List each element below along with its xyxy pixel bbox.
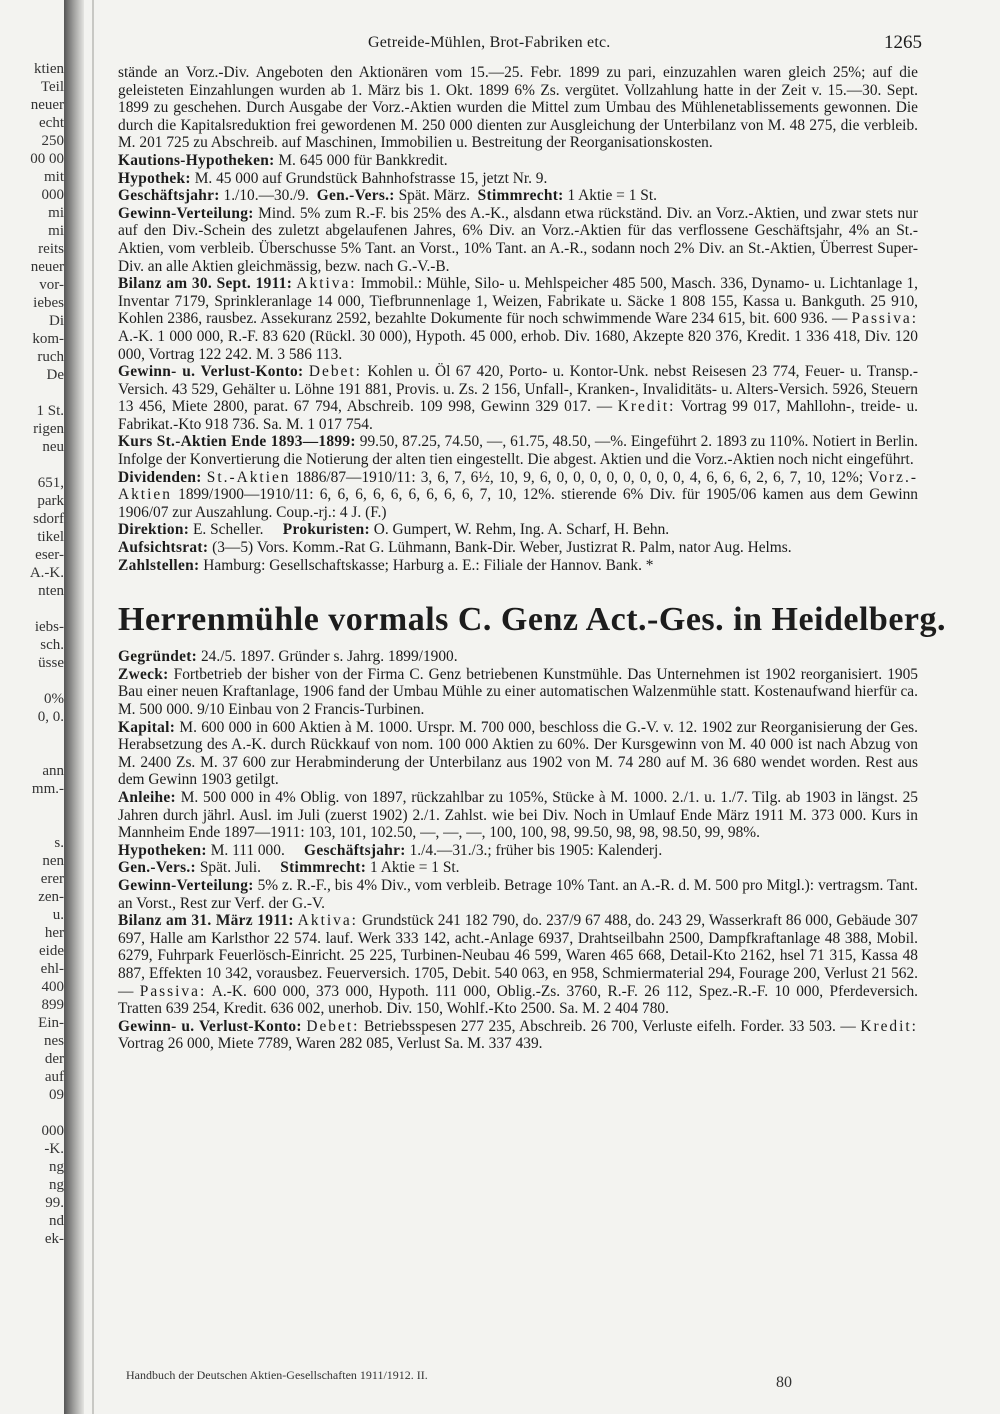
kautions-hypotheken-entry: Kautions-Hypotheken: M. 645 000 für Bankkredit.: [118, 151, 448, 169]
founded-entry: Gegründet: 24./5. 1897. Gründer s. Jahrg. 1899/1900.: [118, 648, 458, 666]
fragment-line: ng: [49, 1159, 64, 1175]
fragment-line: iebes: [33, 295, 64, 311]
fragment-line: [0, 816, 64, 834]
fragment-line: nd: [49, 1213, 64, 1229]
fragment-line: [0, 384, 64, 402]
fragment-line: nes: [44, 1033, 64, 1049]
page-number: 1265: [884, 32, 922, 53]
fragment-line: iebs-: [34, 619, 64, 635]
fragment-line: Ein-: [38, 1015, 64, 1031]
general-meeting-entry: Gen.-Vers.: Spät. Juli. Stimmrecht: 1 Aktie = 1 St.: [118, 859, 460, 877]
profit-distribution-entry: Gewinn-Verteilung: Mind. 5% zum R.-F. bis 25% des A.-K., alsdann etwa rückständ. Div. an Vorz.-Aktien, und zwar stets nur auf den Div.-Schein des zuletzt abgelaufenen Jahres, 6% Div. an Vorz.-Aktien für das verflossene Geschäftsjahr, 4% an St.-Aktien, vom verbleib. Überschusse 5% Tant. an Vorst., 10% Tant. an A.-R., sodann noch 2% Div. an St.-Aktien, Überrest Super-Div. an alle Aktien gleichmässig, bezw. nach G.-V.-B.: [118, 204, 918, 275]
page-footer: [126, 1368, 886, 1391]
fragment-line: ehl-: [40, 961, 64, 977]
fragment-line: mm.-: [31, 781, 64, 797]
fragment-line: 000: [41, 187, 64, 203]
fragment-line: eide: [39, 943, 64, 959]
balance-sheet-entry-2: Bilanz am 31. März 1911: Aktiva: Grundstück 241 182 790, do. 237/9 67 488, do. 243 29, Wasserkraft 86 000, Gebäude 307 697, Halle am Karlsthor 22 574. lauf. Werk 333 142, acht.-Anlage 6937, Drahtseilbahn 2500, Dampfkraftanlage 48 388, Mobil. 6279, Fuhrpark Feuerlösch-Einricht. 25 225, Turbinen-Neubau 46 599, Waren 465 668, Detail-Kto 2162, hsel 71 315, Kassa 48 887, Effekten 10 342, vorausbez. Feuerversich. 1705, Debit. 540 063, en 958, Schmiermaterial 294, Fourage 200, Verlust 21 562. — Passiva: A.-K. 600 000, 373 000, Hypoth. 111 000, Oblig.-Zs. 3760, R.-F. 26 112, Spez.-R.-F. 10 000, Pferdeversich. Tratten 639 254, Kredit. 636 002, unerhob. Div. 150, Wohlf.-Kto 2500. Sa. M. 2 404 780.: [118, 912, 918, 1018]
gutter-line: [92, 0, 94, 1414]
fragment-line: zen-: [38, 889, 64, 905]
fragment-line: u.: [52, 907, 64, 923]
fragment-line: 09: [49, 1087, 64, 1103]
fragment-line: ruch: [37, 349, 64, 365]
fragment-line: nten: [38, 583, 64, 599]
fiscal-year-entry: Geschäftsjahr: 1./10.—30./9. Gen.-Vers.: Spät. März. Stimmrecht: 1 Aktie = 1 St.: [118, 187, 657, 205]
fragment-line: ktien: [34, 61, 64, 77]
fragment-line: tikel: [37, 529, 64, 545]
fragment-line: sdorf: [33, 511, 64, 527]
fragment-line: 0, 0.: [37, 709, 64, 725]
profit-loss-entry-2: Gewinn- u. Verlust-Konto: Debet: Betriebsspesen 277 235, Abschreib. 26 700, Verluste eifelh. Forder. 33 503. — Kredit: Vortrag 26 000, Miete 7789, Waren 282 085, Verlust Sa. M. 337 439.: [118, 1017, 918, 1053]
fragment-line: Teil: [40, 79, 64, 95]
fragment-line: [0, 456, 64, 474]
fragment-line: ek-: [44, 1231, 64, 1247]
fragment-line: echt: [39, 115, 64, 131]
main-column: [118, 32, 947, 1053]
hypothek-entry: Hypothek: M. 45 000 auf Grundstück Bahnhofstrasse 15, jetzt Nr. 9.: [118, 169, 548, 187]
company-heading: Herrenmühle vormals C. Genz Act.-Ges. in Heidelberg.: [118, 601, 947, 639]
fragment-line: [0, 726, 64, 744]
fragment-line: De: [46, 367, 64, 383]
fragment-line: rigen: [33, 421, 64, 437]
fragment-line: her: [44, 925, 64, 941]
fragment-line: 99.: [45, 1195, 64, 1211]
fragment-line: nen: [42, 853, 64, 869]
running-head: [118, 32, 922, 64]
mortgage-fiscal-entry: Hypotheken: M. 111 000. Geschäftsjahr: 1./4.—31./3.; früher bis 1905: Kalenderj.: [118, 841, 663, 859]
fragment-line: [0, 672, 64, 690]
fragment-line: mi: [48, 223, 64, 239]
capital-entry: Kapital: M. 600 000 in 600 Aktien à M. 1000. Urspr. M. 700 000, beschloss die G.-V. v. 12. 1902 zur Reorganisierung der Ges. Herabsetzung des A.-K. durch Rückkauf von nom. 100 000 Aktien zu 60%. Der Kursgewinn von M. 40 000 ist nach Abzug von M. 2400 Zs. M. 37 600 zur Herabminderung der Unterbilanz aus 1902 von M. 74 280 auf M. 36 680 wendet worden. Rest aus dem Gewinn 1903 getilgt.: [118, 718, 918, 789]
fragment-line: -K.: [44, 1141, 64, 1157]
fragment-line: kom-: [32, 331, 64, 347]
management-entry: Direktion: E. Scheller. Prokuristen: O. Gumpert, W. Rehm, Ing. A. Scharf, H. Behn.: [118, 521, 670, 539]
purpose-entry: Zweck: Fortbetrieb der bisher von der Firma C. Genz betriebenen Kunstmühle. Das Unternehmen ist 1902 reorganisiert. 1905 Bau einer neuen Kraftanlage, 1906 fand der Umbau Mühle zu einer automatischen Walzenmühle statt. Kostenaufwand hierfür ca. M. 500 000. 9/10 Einbau von 2 Francis-Turbinen.: [118, 665, 918, 718]
share-price-entry: Kurs St.-Aktien Ende 1893—1899: 99.50, 87.25, 74.50, —, 61.75, 48.50, —%. Eingeführt 2. 1893 zu 110%. Notiert in Berlin. Infolge der Konvertierung die Notierung der alten tien eingestellt. Die abgest. Aktien und die Vorz.-Aktien noch nicht eingeführt.: [118, 433, 918, 469]
running-head-title: Getreide-Mühlen, Brot-Fabriken etc.: [368, 34, 611, 51]
fragment-line: neu: [42, 439, 64, 455]
fragment-line: 250: [41, 133, 64, 149]
fragment-line: vor-: [39, 277, 64, 293]
fragment-line: mi: [48, 205, 64, 221]
footer-title: Handbuch der Deutschen Aktien-Gesellschaften 1911/1912. II.: [126, 1368, 428, 1382]
fragment-line: s.: [54, 835, 64, 851]
fragment-line: neuer: [30, 97, 64, 113]
fragment-line: 1 St.: [36, 403, 64, 419]
fragment-line: [0, 798, 64, 816]
balance-sheet-entry: Bilanz am 30. Sept. 1911: Aktiva: Immobil.: Mühle, Silo- u. Mehlspeicher 485 500, Masch. 336, Dynamo- u. Lichtanlage 1, Inventar 7179, Sprinkleranlage 14 000, Tiefbrunnenlage 1, Weizen, Fabrikate u. Säcke 1 808 155, Kassa u. Bankguth. 25 910, Kohlen 2386, rausbez. Assekuranz 2592, bezahlte Dokumente für noch schwimmende Ware 234 615, bit. 600 936. — Passiva: A.-K. 1 000 000, R.-F. 83 620 (Rückl. 30 000), Hypoth. 45 000, erhob. Div. 1680, Akzepte 820 376, Kredit. 1 336 418, Div. 120 000, Vortrag 122 242. M. 3 586 113.: [118, 275, 918, 363]
capital-history-paragraph: stände an Vorz.-Div. Angeboten den Aktionären vom 15.—25. Febr. 1899 zu pari, einzuzahlen waren gleich 25%; auf die geleisteten Einzahlungen wurden ab 1. März bis 1. Okt. 1899 6% Zs. vergütet. Vollzahlung hatte in der Zeit v. 15.—30. Sept. 1899 zu geschehen. Durch Ausgabe der Vorz.-Aktien wurden die Mittel zum Umbau des Mühlenetablissements gewonnen. Die durch die Kapitalsreduktion frei gewordenen M. 250 000 dienten zur Ausgleichung der Unterbilanz von M. 48 275, die verbleib. M. 201 725 zu Abschreib. auf Maschinen, Immobilien u. Bestreitung der Reorganisationskosten.: [118, 64, 918, 152]
fragment-line: [0, 600, 64, 618]
fragment-line: ann: [42, 763, 64, 779]
fragment-line: mit: [43, 169, 64, 185]
fragment-line: 00 00: [30, 151, 64, 167]
dividends-entry: Dividenden: St.-Aktien 1886/87—1910/11: 3, 6, 7, 6½, 10, 9, 6, 0, 0, 0, 0, 0, 0, 0, 0, 4, 6, 6, 6, 2, 6, 7, 10, 12%; Vorz.-Aktien 1899/1900—1910/11: 6, 6, 6, 6, 6, 6, 6, 6, 6, 7, 10, 12%. stierende 6% Div. für 1905/06 kamen aus dem Gewinn 1906/07 zur Auszahlung. Coup.-rj.: 4 J. (F.): [118, 468, 918, 521]
fragment-line: 899: [41, 997, 64, 1013]
fragment-line: ng: [49, 1177, 64, 1193]
bond-entry: Anleihe: M. 500 000 in 4% Oblig. von 1897, rückzahlbar zu 105%, Stücke à M. 1000. 2./1. u. 1./7. Tilg. ab 1903 in längst. 25 Jahren durch jährl. Ausl. im Juli (zuerst 1902) 2./1. Zahlst. wie bei Div. Noch in Umlauf Ende März 1911 M. 373 000. Kurs in Mannheim Ende 1897—1911: 103, 101, 102.50, —, —, —, 100, 100, 98, 99.50, 98, 98, 98.50, 99, 98%.: [118, 788, 918, 842]
paying-agents-entry: Zahlstellen: Hamburg: Gesellschaftskasse; Harburg a. E.: Filiale der Hannov. Bank. *: [118, 556, 654, 574]
adjacent-page-fragment: [0, 60, 64, 1380]
profit-distribution-entry-2: Gewinn-Verteilung: 5% z. R.-F., bis 4% Div., vom verbleib. Betrage 10% Tant. an A.-R. d. M. 500 pro Mitgl.): vertragsm. Tant. an Vorst., Rest zur Verf. der G.-V.: [118, 876, 918, 912]
supervisory-board-entry: Aufsichtsrat: (3—5) Vors. Komm.-Rat G. Lühmann, Bank-Dir. Weber, Justizrat R. Palm, nator Aug. Helms.: [118, 539, 792, 557]
fragment-line: der: [44, 1051, 64, 1067]
fragment-line: 400: [41, 979, 64, 995]
fragment-line: reits: [38, 241, 64, 257]
fragment-line: eser-: [35, 547, 64, 563]
fragment-line: erer: [40, 871, 64, 887]
fragment-line: 0%: [44, 691, 64, 707]
fragment-line: auf: [44, 1069, 64, 1085]
fragment-line: park: [37, 493, 64, 509]
fragment-line: [0, 1104, 64, 1122]
profit-loss-entry: Gewinn- u. Verlust-Konto: Debet: Kohlen u. Öl 67 420, Porto- u. Kontor-Unk. nebst Reisesen 23 774, Feuer- u. Transp.-Versich. 43 529, Gehälter u. Löhne 191 881, Provis. u. Zs. 2 156, Unfall-, Kranken-, Invaliditäts- u. Alters-Versich. 5926, Steuern 13 456, Miete 2800, parat. 67 794, Abschreib. 109 998, Gewinn 329 017. — Kredit: Vortrag 99 017, Mahllohn-, treide- u. Fabrikat.-Kto 918 736. Sa. M. 1 017 754.: [118, 363, 918, 433]
fragment-line: neuer: [30, 259, 64, 275]
fragment-line: üsse: [38, 655, 64, 671]
binding-gutter: [64, 0, 84, 1414]
signature-mark: 80: [776, 1374, 792, 1391]
fragment-line: [0, 744, 64, 762]
fragment-line: 651,: [37, 475, 64, 491]
fragment-line: 000: [41, 1123, 64, 1139]
fragment-line: sch.: [40, 637, 64, 653]
fragment-line: Di: [49, 313, 64, 329]
fragment-line: A.-K.: [29, 565, 64, 581]
